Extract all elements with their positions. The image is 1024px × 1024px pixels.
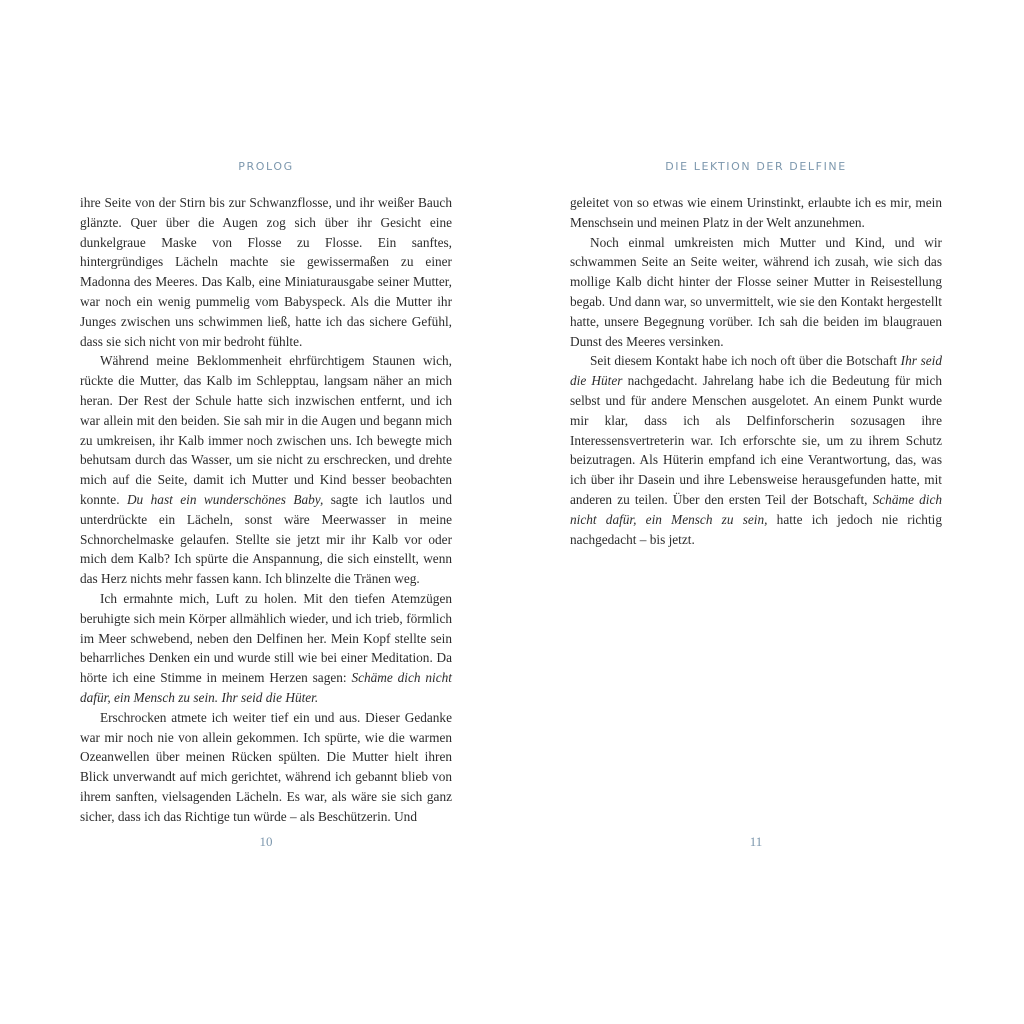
paragraph bbox=[80, 193, 452, 351]
running-head-right: DIE LEKTION DER DELFINE bbox=[665, 160, 847, 173]
paragraph-text: Ich ermahnte mich, Luft zu holen. Mit den tiefen Atemzügen beruhigte sich mein Körper allmählich wieder, und ich trieb, förmlich im Meer schwebend, neben den Delfinen her. Mein Kopf stellte sein beharrliches Denken ein und wurde still wie bei einer Meditation. Da hörte ich eine Stimme in meinem Herzen sagen: bbox=[80, 590, 452, 686]
page-number-left: 10 bbox=[259, 834, 273, 849]
paragraph bbox=[80, 708, 452, 827]
paragraph-text: Während meine Beklommenheit ehrfürchtigem Staunen wich, rückte die Mutter, das Kalb im Schlepptau, langsam näher an mich heran. Der Rest der Schule hatte sich inzwischen entfernt, und ich war allein mit den beiden. Sie sah mir in die Augen und begann mich zu umkreisen, ihr Kalb immer noch zwischen uns. Ich bewegte mich behutsam durch das Wasser, um sie nicht zu erschrecken, und drehte mich auf die Seite, damit ich Mutter und Kind besser beobachten konnte. bbox=[80, 353, 452, 507]
body-text-left bbox=[80, 193, 452, 827]
italic-text: Ihr seid die Hüter bbox=[570, 353, 942, 389]
paragraph-text: sagte ich lautlos und unterdrückte ein Lächeln, sonst wäre Meerwasser in meine Schnorchelmaske gelaufen. Stellte sie jetzt mir ihr Kalb vor oder mich dem Kalb? Ich spürte die Anspannung, die sich einstellt, wenn das Herz nichts mehr fassen kann. Ich blinzelte die Tränen weg. bbox=[80, 491, 453, 587]
paragraph-text: Erschrocken atmete ich weiter tief ein und aus. Dieser Gedanke war mir noch nie von allein gekommen. Ich spürte, wie die warmen Ozeanwellen über meinen Rücken spülten. Die Mutter hielt ihren Blick unverwandt auf mich gerichtet, während ich gebannt blieb von ihrem sanften, vielsagenden Lächeln. Es war, als wäre sie sich ganz sicher, dass ich das Richtige tun würde – als Beschützerin. Und bbox=[80, 709, 452, 824]
paragraph-text: geleitet von so etwas wie einem Urinstinkt, erlaubte ich es mir, mein Menschsein und meinen Platz in der Welt anzunehmen. bbox=[570, 195, 942, 230]
left-page bbox=[80, 0, 452, 1024]
paragraph bbox=[80, 589, 452, 708]
italic-text: Du hast ein wunderschönes Baby, bbox=[126, 491, 324, 507]
paragraph-text: hatte ich jedoch nie richtig nachgedacht – bis jetzt. bbox=[570, 511, 942, 547]
paragraph-text: Noch einmal umkreisten mich Mutter und Kind, und wir schwammen Seite an Seite weiter, während ich zusah, wie sich das mollige Kalb dicht hinter der Flosse seiner Mutter in Reisestellung begab. Und dann war, so unvermittelt, wie sie den Kontakt hergestellt hatte, unsere Begegnung vorüber. Ich sah die beiden im blaugrauen Dunst des Meeres versinken. bbox=[570, 234, 942, 349]
page-number-right: 11 bbox=[749, 834, 763, 849]
paragraph bbox=[570, 193, 942, 233]
paragraph-text: nachgedacht. Jahrelang habe ich die Bedeutung für mich selbst und für andere Menschen ausgelotet. An einem Punkt wurde mir klar, dass ich als Delfinforscherin sozusagen ihre Interessensvertreterin war. Ich erforschte sie, um zu ihrem Schutz beizutragen. Als Hüterin empfand ich eine Verantwortung, das, was ich über ihr Dasein und ihre Lebensweise herausgefunden hatte, mit anderen zu teilen. Über den ersten Teil der Botschaft, bbox=[570, 373, 943, 507]
paragraph bbox=[570, 233, 942, 352]
italic-text: Schäme dich nicht dafür, ein Mensch zu sein. Ihr seid die Hüter. bbox=[80, 670, 452, 705]
italic-text: Schäme dich nicht dafür, ein Mensch zu sein, bbox=[570, 491, 942, 527]
paragraph bbox=[570, 351, 942, 549]
running-head-left: PROLOG bbox=[238, 160, 294, 173]
paragraph-text: ihre Seite von der Stirn bis zur Schwanzflosse, und ihr weißer Bauch glänzte. Quer über die Augen zog sich über ihr Gesicht eine dunkelgraue Maske von Flosse zu Flosse. Ein sanftes, hintergründiges Lächeln machte sie gewissermaßen zu einer Madonna des Meeres. Das Kalb, eine Miniaturausgabe seiner Mutter, war noch ein wenig pummelig vom Babyspeck. Als die Mutter ihr Junges zwischen uns schwimmen ließ, hatte ich das sichere Gefühl, dass sie sich nicht von mir bedroht fühlte. bbox=[80, 195, 452, 349]
body-text-right bbox=[570, 193, 942, 549]
paragraph-text: Seit diesem Kontakt habe ich noch oft über die Botschaft bbox=[590, 353, 901, 369]
paragraph bbox=[80, 351, 452, 589]
right-page bbox=[570, 0, 942, 1024]
